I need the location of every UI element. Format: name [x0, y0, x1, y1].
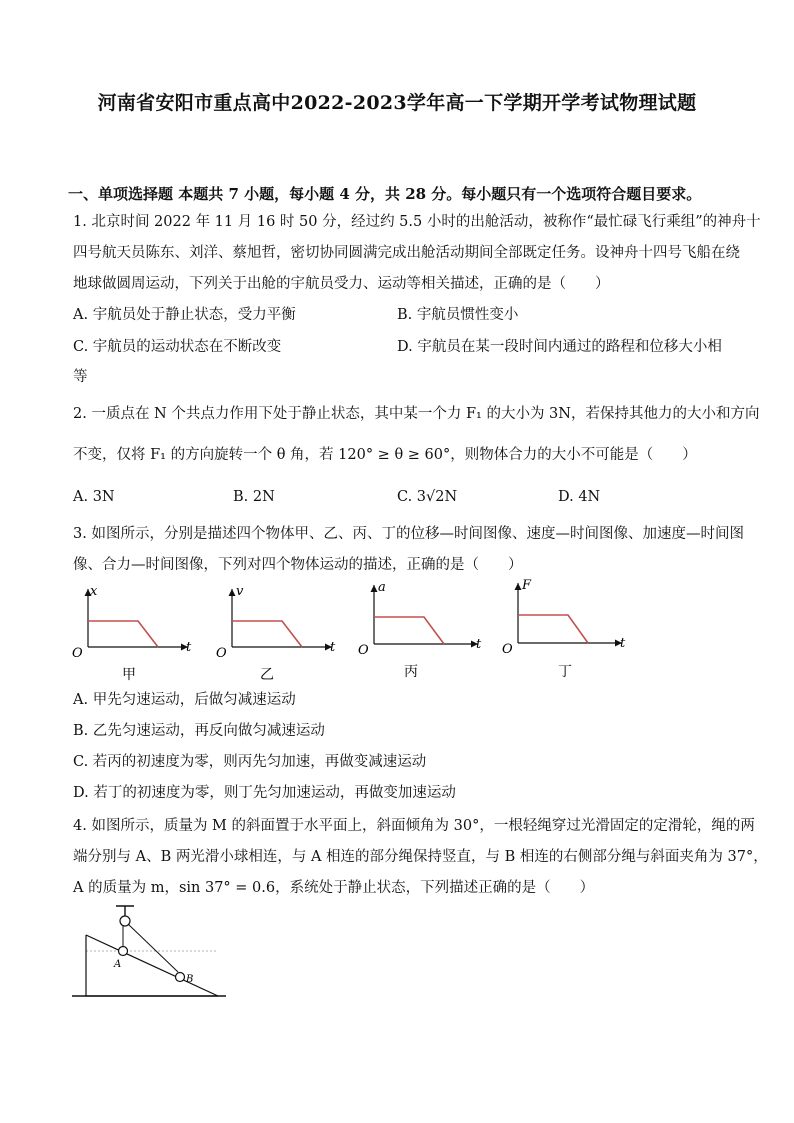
graph-ding — [502, 578, 626, 680]
q2-stem-line2: 不变，仅将 F₁ 的方向旋转一个 θ 角，若 120° ≥ θ ≥ 60°，则物体合力的大小不可能是（ ） — [73, 447, 697, 463]
graph-bing-origin: O — [358, 643, 369, 658]
q4-stem-line1: 4. 如图所示，质量为 M 的斜面置于水平面上，斜面倾角为 30°，一根轻绳穿过光滑固定的定滑轮，绳的两 — [73, 818, 755, 834]
q4-stem-line3: A 的质量为 m，sin 37° = 0.6，系统处于静止状态，下列描述正确的是（ ） — [73, 880, 595, 896]
rope-to-b — [128, 924, 178, 972]
q1-option-d: D. 宇航员在某一段时间内通过的路程和位移大小相 — [397, 339, 722, 355]
page-title: 河南省安阳市重点高中2022-2023学年高一下学期开学考试物理试题 — [97, 92, 697, 114]
q1-option-d-cont: 等 — [73, 369, 88, 385]
q1-option-b: B. 宇航员惯性变小 — [397, 307, 519, 323]
graph-ding-origin: O — [502, 642, 513, 657]
q3-option-b: B. 乙先匀速运动，再反向做匀减速运动 — [73, 723, 325, 739]
graph-yi-ylabel: v — [236, 584, 244, 599]
q2-stem-line1: 2. 一质点在 N 个共点力作用下处于静止状态，其中某一个力 F₁ 的大小为 3N，若保持其他力的大小和方向 — [73, 406, 760, 422]
graph-jia-caption: 甲 — [122, 667, 136, 683]
q3-graphs-figure — [60, 575, 660, 687]
graph-jia-ylabel: x — [90, 584, 98, 599]
graph-yi-caption: 乙 — [260, 667, 274, 683]
graph-bing — [358, 580, 482, 680]
graph-bing-curve — [374, 617, 444, 644]
graph-ding-xlabel: t — [620, 636, 626, 651]
ball-a — [119, 947, 128, 956]
ball-b — [176, 973, 185, 982]
ball-a-label: A — [114, 959, 122, 970]
q3-option-c: C. 若丙的初速度为零，则丙先匀加速，再做变减速运动 — [73, 754, 427, 770]
graph-jia-xlabel: t — [186, 640, 192, 655]
graph-yi — [216, 584, 336, 683]
q2-option-c: C. 3√2N — [397, 489, 458, 505]
graph-jia-curve — [88, 621, 158, 647]
q4-incline-figure — [68, 900, 228, 1000]
q3-option-d: D. 若丁的初速度为零，则丁先匀加速运动，再做变加速运动 — [73, 785, 456, 801]
graph-bing-ylabel: a — [378, 580, 386, 595]
q3-stem-line1: 3. 如图所示，分别是描述四个物体甲、乙、丙、丁的位移—时间图像、速度—时间图像、加速度—时间图 — [73, 526, 744, 542]
graph-bing-caption: 丙 — [404, 664, 418, 680]
graph-jia — [72, 584, 192, 683]
q1-stem-line2: 四号航天员陈东、刘洋、蔡旭哲，密切协同圆满完成出舱活动期间全部既定任务。设神舟十四号飞船在绕 — [73, 245, 740, 261]
q1-option-a: A. 宇航员处于静止状态，受力平衡 — [73, 307, 296, 323]
graph-bing-xlabel: t — [476, 637, 482, 652]
q3-stem-line2: 像、合力—时间图像，下列对四个物体运动的描述，正确的是（ ） — [73, 557, 523, 573]
ball-b-label: B — [186, 974, 194, 985]
q1-stem-line3: 地球做圆周运动，下列关于出舱的宇航员受力、运动等相关描述，正确的是（ ） — [73, 276, 610, 292]
graph-yi-xlabel: t — [330, 640, 336, 655]
graph-ding-ylabel: F — [522, 578, 532, 593]
q2-option-d: D. 4N — [558, 489, 601, 505]
graph-ding-curve — [518, 615, 588, 643]
q1-option-c: C. 宇航员的运动状态在不断改变 — [73, 339, 282, 355]
graph-ding-caption: 丁 — [558, 664, 572, 680]
incline-surface — [86, 935, 218, 996]
q2-option-a: A. 3N — [73, 489, 115, 505]
q2-option-b: B. 2N — [233, 489, 275, 505]
q3-option-a: A. 甲先匀速运动，后做匀减速运动 — [73, 692, 296, 708]
graph-yi-curve — [232, 621, 302, 647]
section-heading: 一、单项选择题 本题共 7 小题，每小题 4 分，共 28 分。每小题只有一个选项符合题目要求。 — [68, 185, 702, 203]
graph-jia-origin: O — [72, 646, 83, 661]
q4-stem-line2: 端分别与 A、B 两光滑小球相连，与 A 相连的部分绳保持竖直，与 B 相连的右侧部分绳与斜面夹角为 37°， — [73, 849, 768, 865]
graph-yi-origin: O — [216, 646, 227, 661]
q1-stem-line1: 1. 北京时间 2022 年 11 月 16 时 50 分，经过约 5.5 小时的出舱活动，被称作“最忙碌飞行乘组”的神舟十 — [73, 214, 761, 230]
